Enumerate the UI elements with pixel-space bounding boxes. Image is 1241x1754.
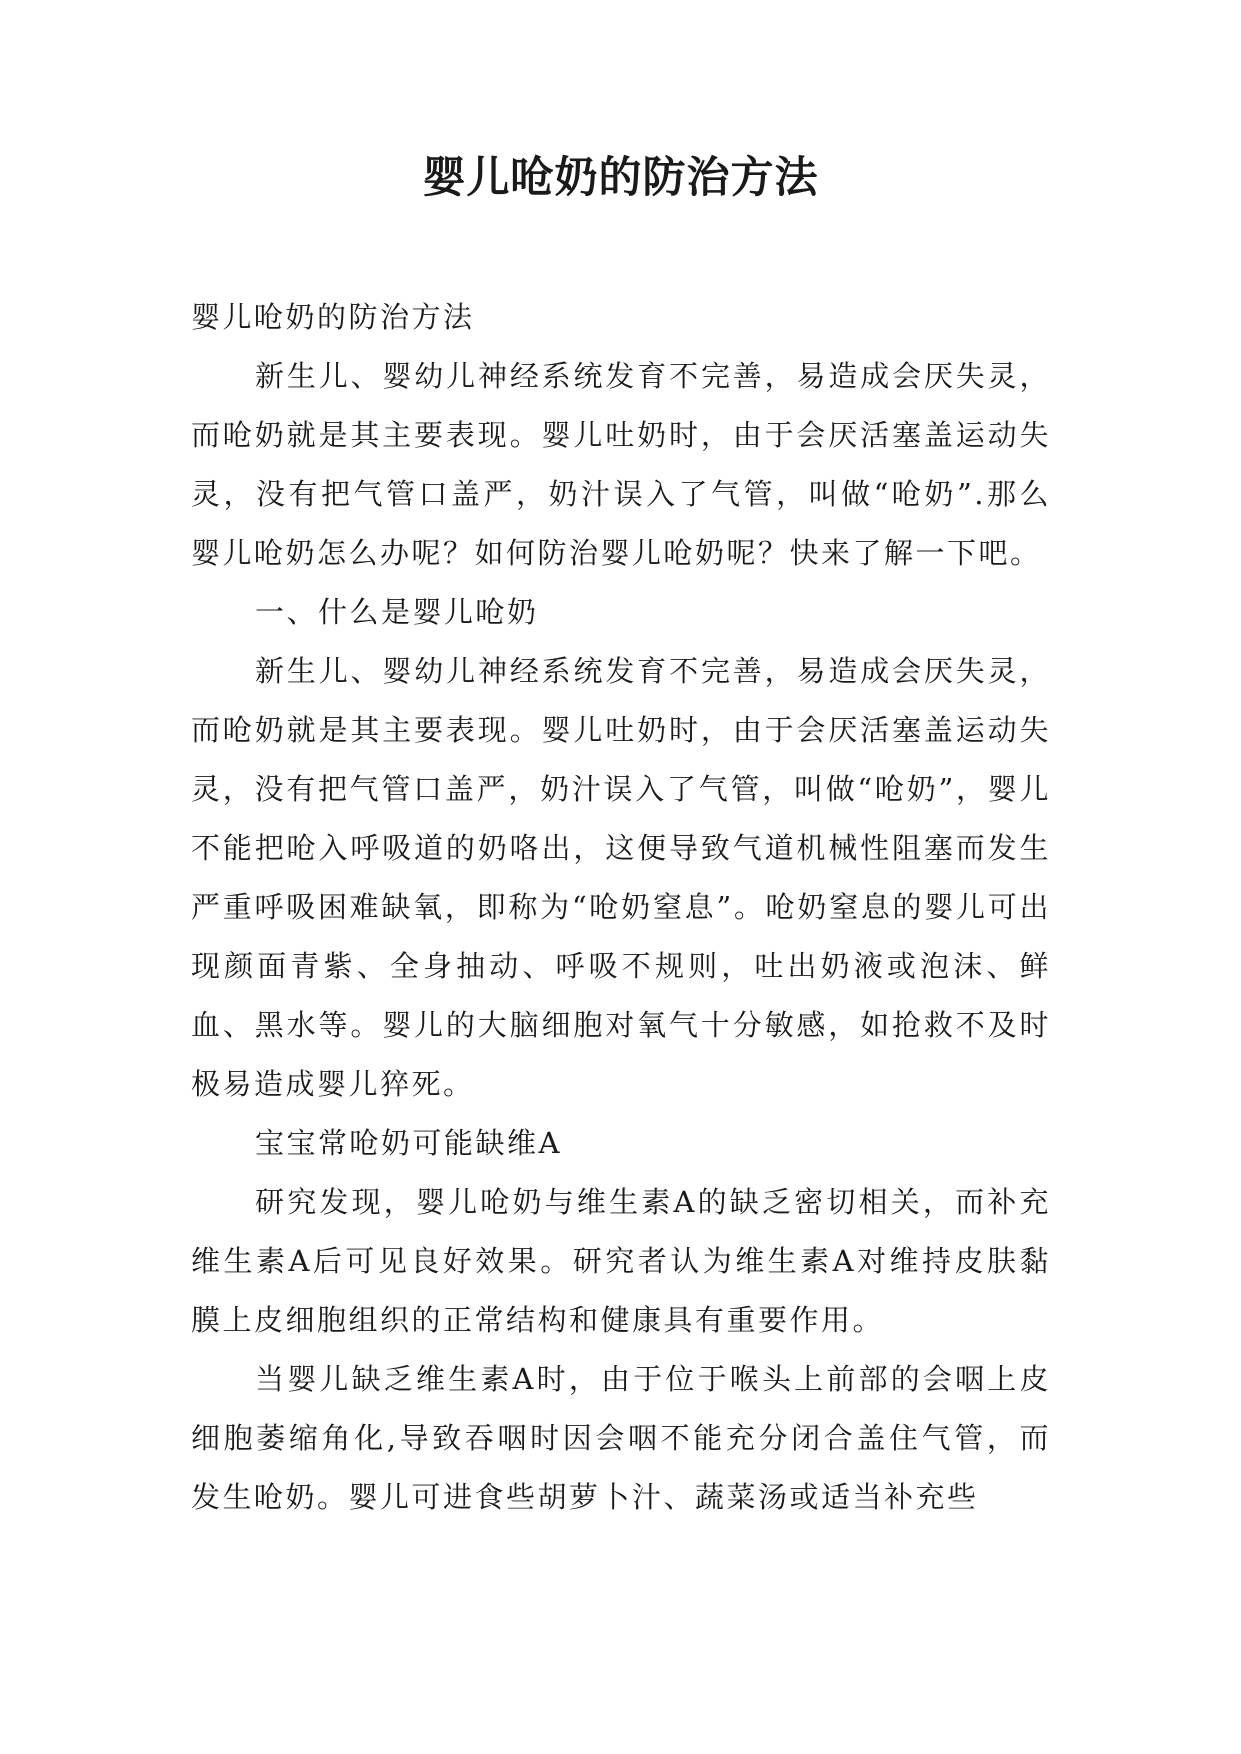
paragraph-research: 研究发现，婴儿呛奶与维生素A的缺乏密切相关，而补充维生素A后可见良好效果。研究者认为维生素A对维持皮肤黏膜上皮细胞组织的正常结构和健康具有重要作用。 (191, 1185, 1051, 1337)
paragraph-subtitle: 婴儿呛奶的防治方法 (191, 300, 475, 334)
document-title: 婴儿呛奶的防治方法 (422, 153, 819, 203)
document-body (191, 288, 1051, 1527)
paragraph-intro: 新生儿、婴幼儿神经系统发育不完善，易造成会厌失灵，而呛奶就是其主要表现。婴儿吐奶时，由于会厌活塞盖运动失灵，没有把气管口盖严，奶汁误入了气管，叫做“呛奶”.那么婴儿呛奶怎么办呢？如何防治婴儿呛奶呢？快来了解一下吧。 (191, 359, 1051, 570)
paragraph-what-is: 新生儿、婴幼儿神经系统发育不完善，易造成会厌失灵，而呛奶就是其主要表现。婴儿吐奶时，由于会厌活塞盖运动失灵，没有把气管口盖严，奶汁误入了气管，叫做“呛奶”，婴儿不能把呛入呼吸道的奶咯出，这便导致气道机械性阻塞而发生严重呼吸困难缺氧，即称为“呛奶窒息”。呛奶窒息的婴儿可出现颜面青紫、全身抽动、呼吸不规则，吐出奶液或泡沫、鲜血、黑水等。婴儿的大脑细胞对氧气十分敏感，如抢救不及时极易造成婴儿猝死。 (191, 654, 1051, 1101)
section-heading-vitamin-a: 宝宝常呛奶可能缺维A (255, 1126, 562, 1160)
paragraph-deficiency: 当婴儿缺乏维生素A时，由于位于喉头上前部的会咽上皮细胞萎缩角化,导致吞咽时因会咽不能充分闭合盖住气管，而发生呛奶。婴儿可进食些胡萝卜汁、蔬菜汤或适当补充些 (191, 1362, 1051, 1514)
section-heading-what-is: 一、什么是婴儿呛奶 (255, 595, 539, 629)
